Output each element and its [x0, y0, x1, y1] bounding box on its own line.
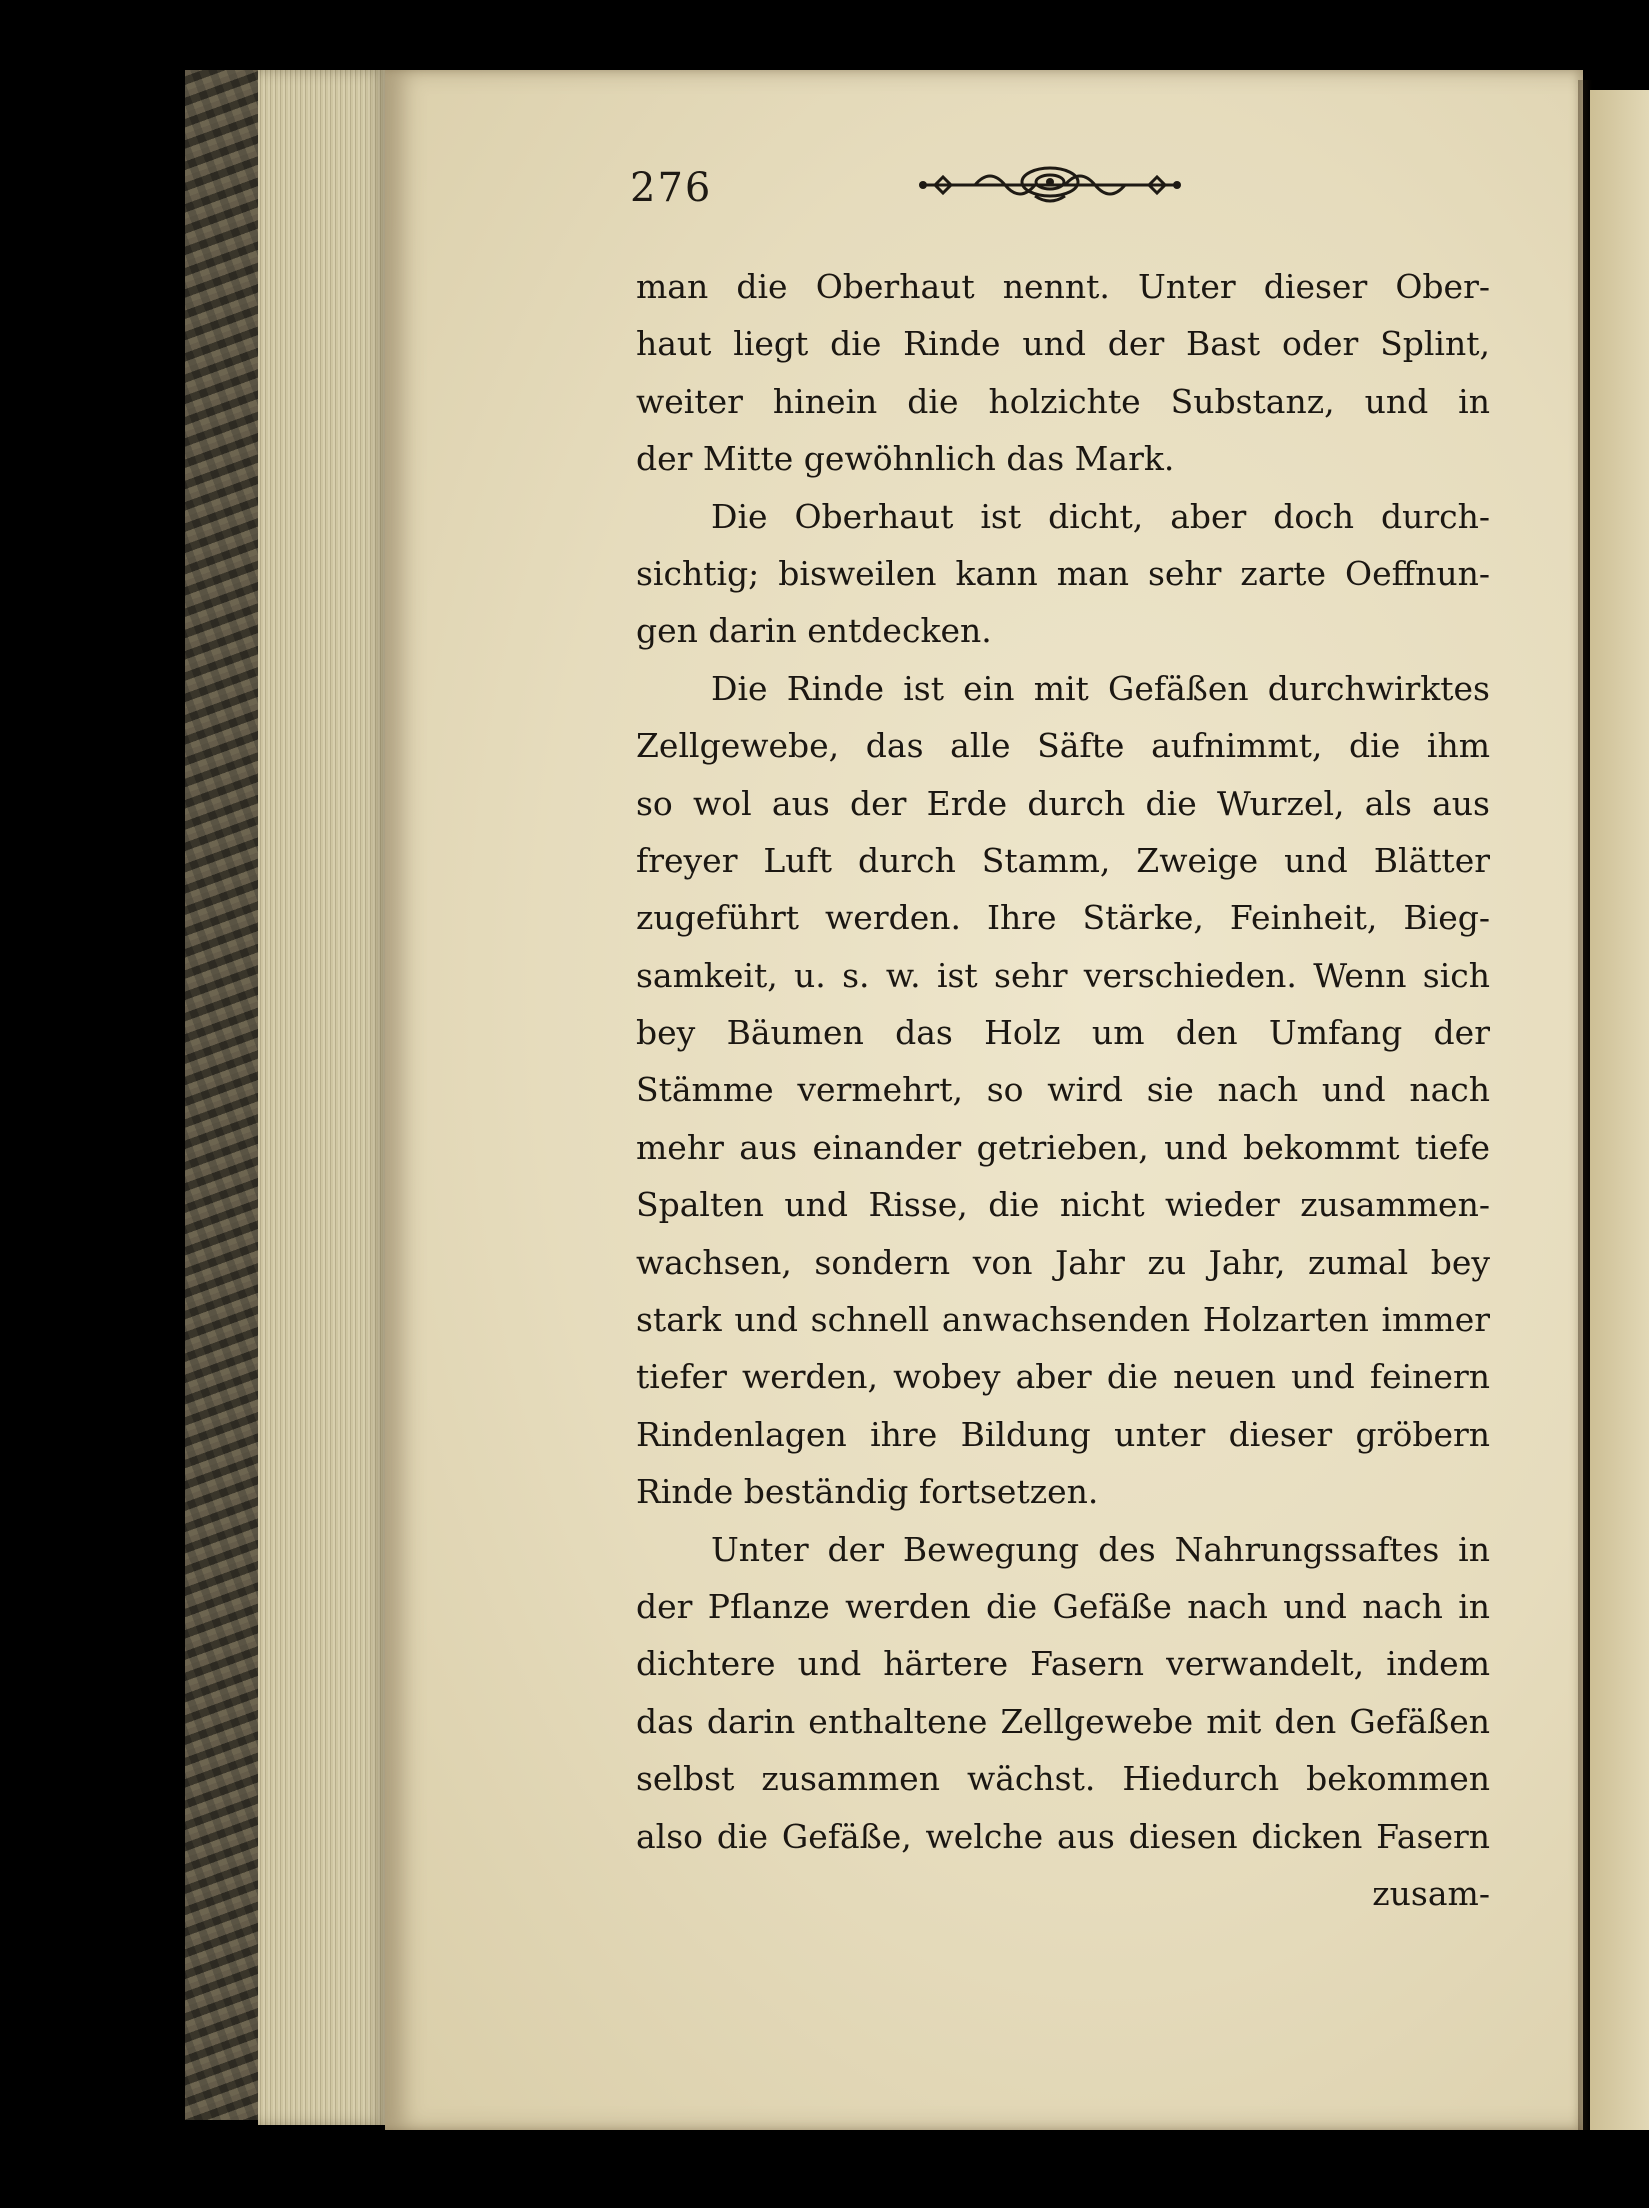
- text-line: weiter hinein die holzichte Substanz, und in: [636, 381, 1490, 421]
- text-line: das darin enthaltene Zellgewebe mit den Gefäßen: [636, 1701, 1490, 1741]
- text-line: man die Oberhaut nennt. Unter dieser Ober-: [636, 267, 1490, 306]
- text-line: dichtere und härtere Fasern verwandelt, indem: [636, 1644, 1490, 1684]
- text-line: selbst zusammen wächst. Hiedurch bekommen: [636, 1759, 1490, 1799]
- text-line: Zellgewebe, das alle Säfte aufnimmt, die ihm: [636, 726, 1490, 766]
- text-line: der Mitte gewöhnlich das Mark.: [636, 439, 1175, 479]
- text-line: also die Gefäße, welche aus diesen dicken Fasern: [636, 1816, 1490, 1856]
- catchword: zusam-: [1372, 1873, 1490, 1913]
- text-line: haut liegt die Rinde und der Bast oder Splint,: [636, 324, 1490, 364]
- text-line: so wol aus der Erde durch die Wurzel, als aus: [636, 783, 1490, 823]
- text-line: freyer Luft durch Stamm, Zweige und Blätter: [636, 840, 1490, 880]
- text-line: sichtig; bisweilen kann man sehr zarte Oeffnun-: [636, 553, 1490, 593]
- text-line: gen darin entdecken.: [636, 611, 992, 651]
- page-edges: [258, 70, 388, 2125]
- text-line: Stämme vermehrt, so wird sie nach und nach: [636, 1070, 1490, 1110]
- text-line: mehr aus einander getrieben, und bekommt tiefe: [636, 1127, 1490, 1167]
- text-line: zugeführt werden. Ihre Stärke, Feinheit, Bieg-: [636, 898, 1490, 938]
- text-line: stark und schnell anwachsenden Holzarten immer: [636, 1300, 1490, 1340]
- text-line: bey Bäumen das Holz um den Umfang der: [636, 1013, 1490, 1053]
- text-line: Die Rinde ist ein mit Gefäßen durchwirktes: [711, 668, 1490, 708]
- text-line: Die Oberhaut ist dicht, aber doch durch-: [711, 496, 1490, 536]
- text-line: Rindenlagen ihre Bildung unter dieser gröbern: [636, 1414, 1490, 1454]
- page-number: 276: [630, 165, 713, 211]
- printers-ornament-icon: [915, 160, 1185, 210]
- text-line: tiefer werden, wobey aber die neuen und feinern: [636, 1357, 1490, 1397]
- facing-page-edge: [1590, 90, 1649, 2130]
- text-line: wachsen, sondern von Jahr zu Jahr, zumal bey: [636, 1242, 1490, 1282]
- body-text: [636, 258, 1490, 1922]
- marbled-cover: [185, 70, 263, 2120]
- text-line: Rinde beständig fortsetzen.: [636, 1472, 1099, 1512]
- text-line: der Pflanze werden die Gefäße nach und nach in: [636, 1586, 1490, 1626]
- text-line: Unter der Bewegung des Nahrungssaftes in: [711, 1529, 1490, 1569]
- text-line: samkeit, u. s. w. ist sehr verschieden. Wenn sich: [636, 955, 1490, 995]
- text-line: Spalten und Risse, die nicht wieder zusammen-: [636, 1185, 1490, 1225]
